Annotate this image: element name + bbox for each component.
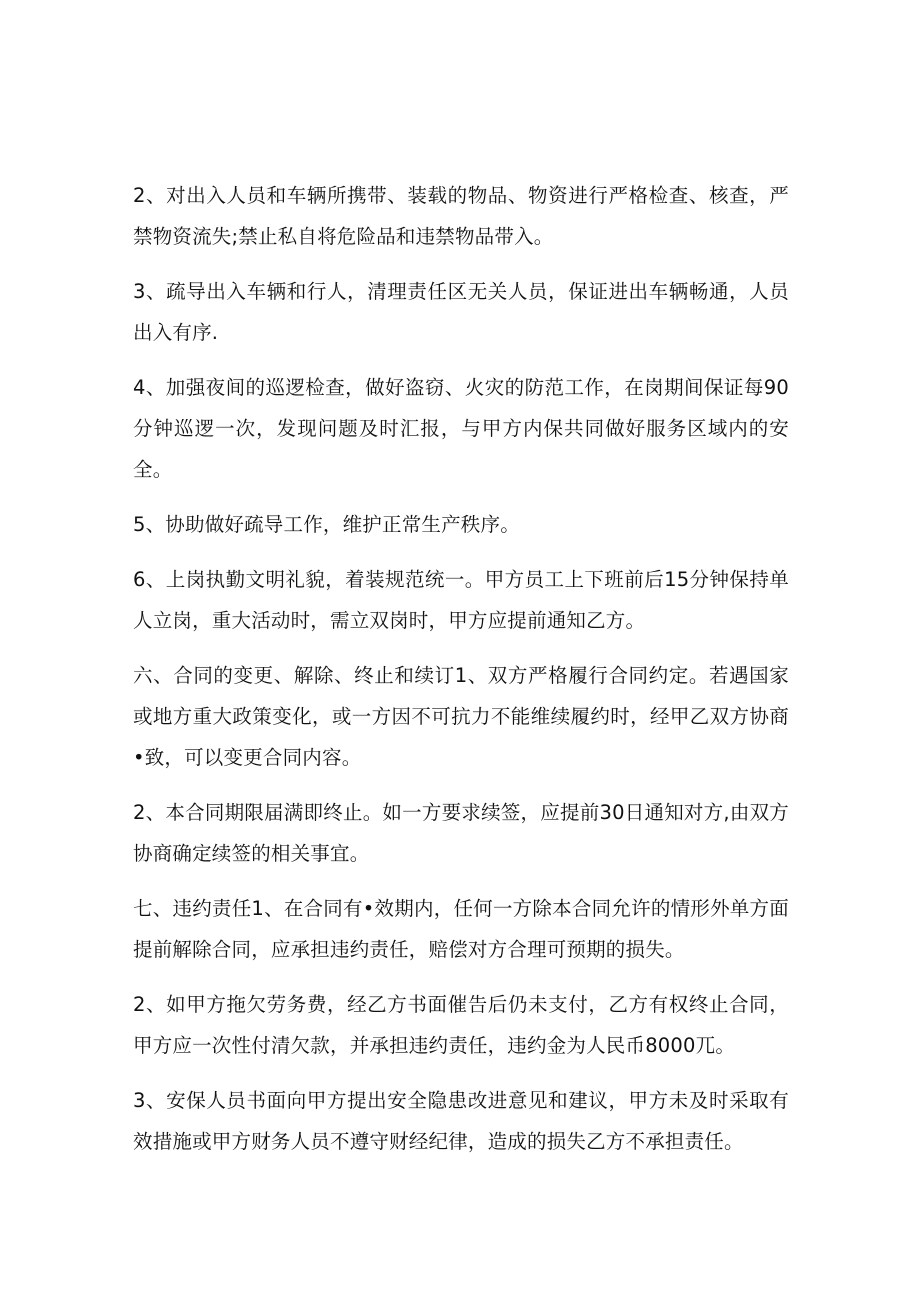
paragraph-order-maintenance: 5、协助做好疏导工作，维护正常生产秩序。 [133, 513, 520, 536]
paragraph-payment-default: 2、如甲方拖欠劳务费，经乙方书面催告后仍未支付，乙方有权终止合同，甲方应一次性付清欠款，并承担违约责任，违约金为人民币8000兀。 [133, 993, 789, 1057]
paragraph-security-inspection: 2、对出入人员和车辆所携带、装载的物品、物资进行严格检查、核查，严禁物资流失;禁止私自将危险品和违禁物品带入。 [133, 184, 789, 248]
paragraph-duty-etiquette: 6、上岗执勤文明礼貌，着装规范统一。甲方员工上下班前后15分钟保持单人立岗，重大活动时，需立双岗时，甲方应提前通知乙方。 [133, 568, 789, 632]
paragraph-contract-change: 六、合同的变更、解除、终止和续订1、双方严格履行合同约定。若遇国家或地方重大政策变化，或一方因不可抗力不能维续履约时，经甲乙双方协商•致，可以变更合同内容。 [133, 664, 789, 769]
paragraph-traffic-guidance: 3、疏导出入车辆和行人，清理责任区无关人员，保证进出车辆畅通，人员出入有序. [133, 280, 789, 344]
document-body [133, 175, 789, 1176]
paragraph-breach-liability: 七、违约责任1、在合同有•效期内，任何一方除本合同允许的情形外单方面提前解除合同，应承担违约责任，赔偿对方合理可预期的损失。 [133, 897, 789, 961]
paragraph-night-patrol: 4、加强夜间的巡逻检查，做好盗窃、火灾的防范工作，在岗期间保证每90分钟巡逻一次，发现问题及时汇报，与甲方内保共同做好服务区域内的安全。 [133, 376, 789, 481]
paragraph-contract-renewal: 2、本合同期限届满即终止。如一方要求续签，应提前30日通知对方,由双方协商确定续签的相关事宜。 [133, 801, 789, 865]
paragraph-liability-exemption: 3、安保人员书面向甲方提出安全隐患改进意见和建议，甲方未及时采取有效措施或甲方财务人员不遵守财经纪律，造成的损失乙方不承担责任。 [133, 1089, 789, 1153]
